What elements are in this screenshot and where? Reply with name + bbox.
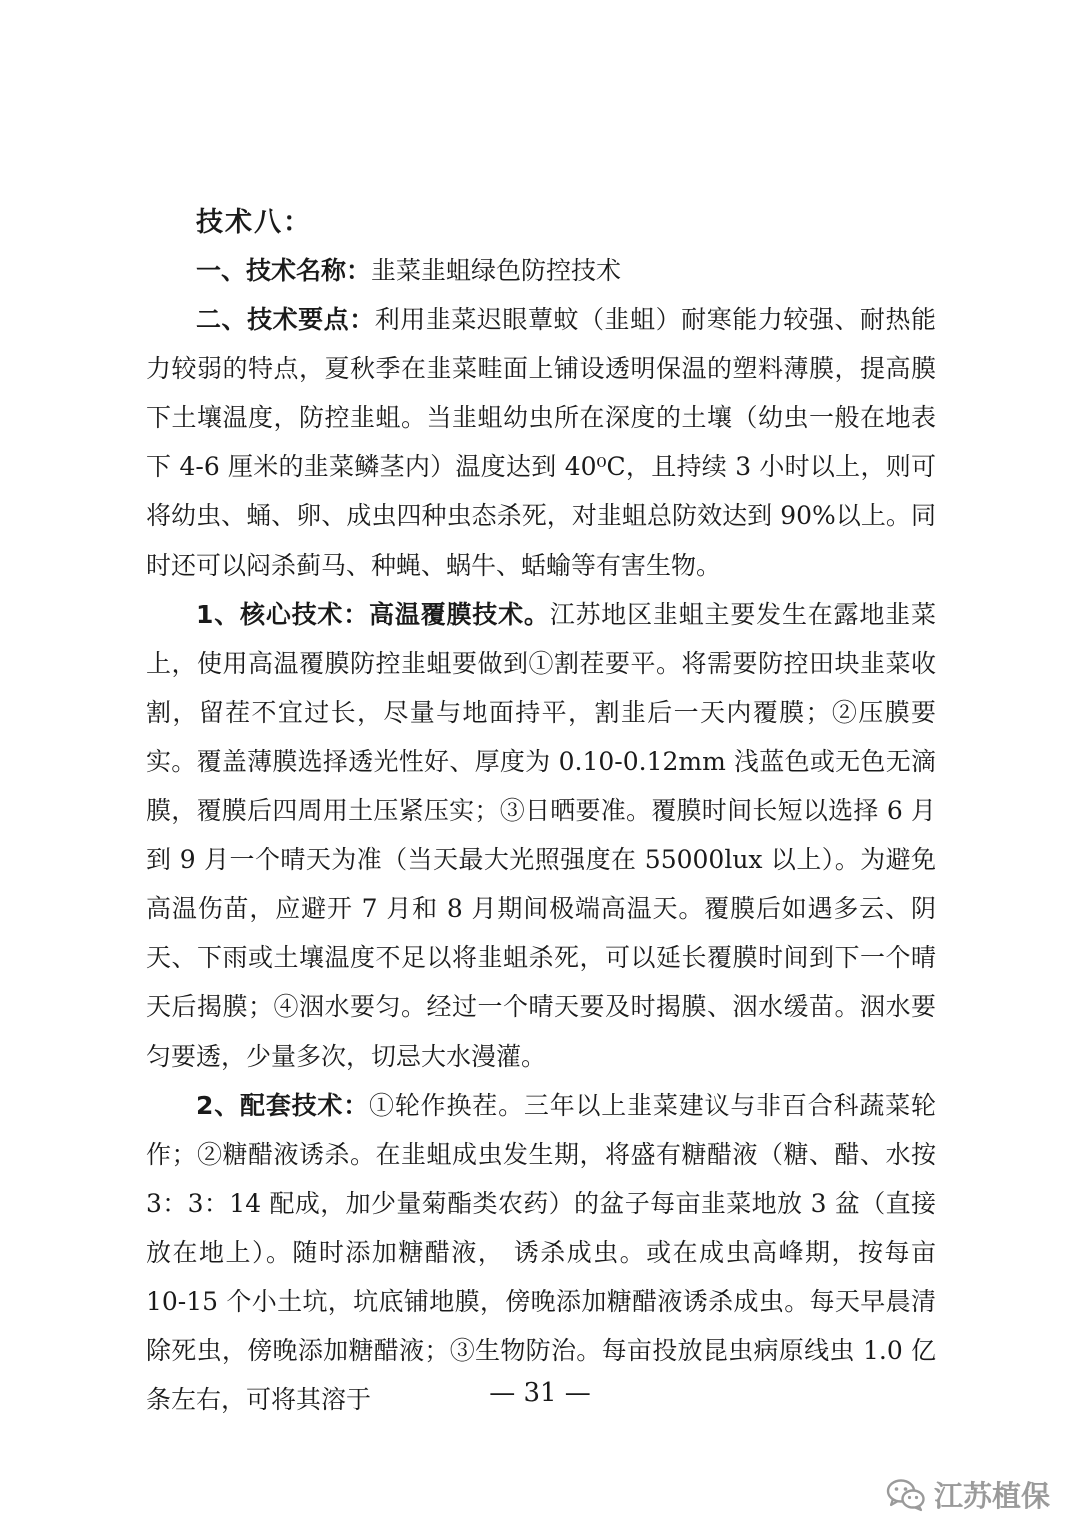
body-text bbox=[146, 246, 936, 1424]
wechat-icon bbox=[886, 1478, 926, 1512]
paragraph-lead: 二、技术要点： bbox=[196, 305, 375, 335]
paragraph-text: 韭菜韭蛆绿色防控技术 bbox=[371, 256, 622, 285]
paragraph-lead: 一、技术名称： bbox=[196, 256, 372, 285]
paragraph-text: 利用韭菜迟眼蕈蚊（韭蛆）耐寒能力较强、耐热能力较弱的特点，夏秋季在韭菜畦面上铺设透明保温的塑料薄膜，提高膜下土壤温度，防控韭蛆。当韭蛆幼虫所在深度的土壤（幼虫一般在地表下 4-6 厘米的韭菜鳞茎内）温度达到 40⁰C，且持续 3 小时以上，则可将幼虫、蛹、卵、成虫四种虫态杀死，对韭蛆总防效达到 90%以上。同时还可以闷杀蓟马、种蝇、蜗牛、蛞蝓等有害生物。 bbox=[146, 305, 936, 580]
paragraph-supporting-tech bbox=[146, 1081, 936, 1425]
paragraph-text: 江苏地区韭蛆主要发生在露地韭菜上，使用高温覆膜防控韭蛆要做到①割茬要平。将需要防控田块韭菜收割，留茬不宜过长，尽量与地面持平，割韭后一天内覆膜；②压膜要实。覆盖薄膜选择透光性好、厚度为 0.10-0.12mm 浅蓝色或无色无滴膜，覆膜后四周用土压紧压实；③日晒要准。覆膜时间长短以选择 6 月到 9 月一个晴天为准（当天最大光照强度在 55000lux 以上）。为避免高温伤苗，应避开 7 月和 8 月期间极端高温天。覆膜后如遇多云、阴天、下雨或土壤温度不足以将韭蛆杀死，可以延长覆膜时间到下一个晴天后揭膜；④洇水要匀。经过一个晴天要及时揭膜、洇水缓苗。洇水要匀要透，少量多次，切忌大水漫灌。 bbox=[146, 599, 936, 1071]
watermark-text: 江苏植保 bbox=[933, 1479, 1050, 1513]
paragraph-tech-name bbox=[146, 246, 936, 295]
section-heading: 技术八： bbox=[196, 207, 312, 238]
page-number: — 31 — bbox=[489, 1378, 591, 1408]
paragraph-core-tech bbox=[146, 590, 936, 1081]
wechat-watermark bbox=[886, 1474, 1050, 1515]
paragraph-lead: 1、核心技术：高温覆膜技术。 bbox=[196, 599, 550, 629]
paragraph-lead: 2、配套技术： bbox=[196, 1090, 370, 1120]
paragraph-tech-points bbox=[146, 295, 936, 590]
paragraph-text: ①轮作换茬。三年以上韭菜建议与非百合科蔬菜轮作；②糖醋液诱杀。在韭蛆成虫发生期，将盛有糖醋液（糖、醋、水按 3：3：14 配成，加少量菊酯类农药）的盆子每亩韭菜地放 3 盆（直接放在地上）。随时添加糖醋液， 诱杀成虫。或在成虫高峰期，按每亩 10-15 个小土坑，坑底铺地膜，傍晚添加糖醋液诱杀成虫。每天早晨清除死虫，傍晚添加糖醋液；③生物防治。每亩投放昆虫病原线虫 1.0 亿条左右，可将其溶于 bbox=[146, 1090, 936, 1415]
